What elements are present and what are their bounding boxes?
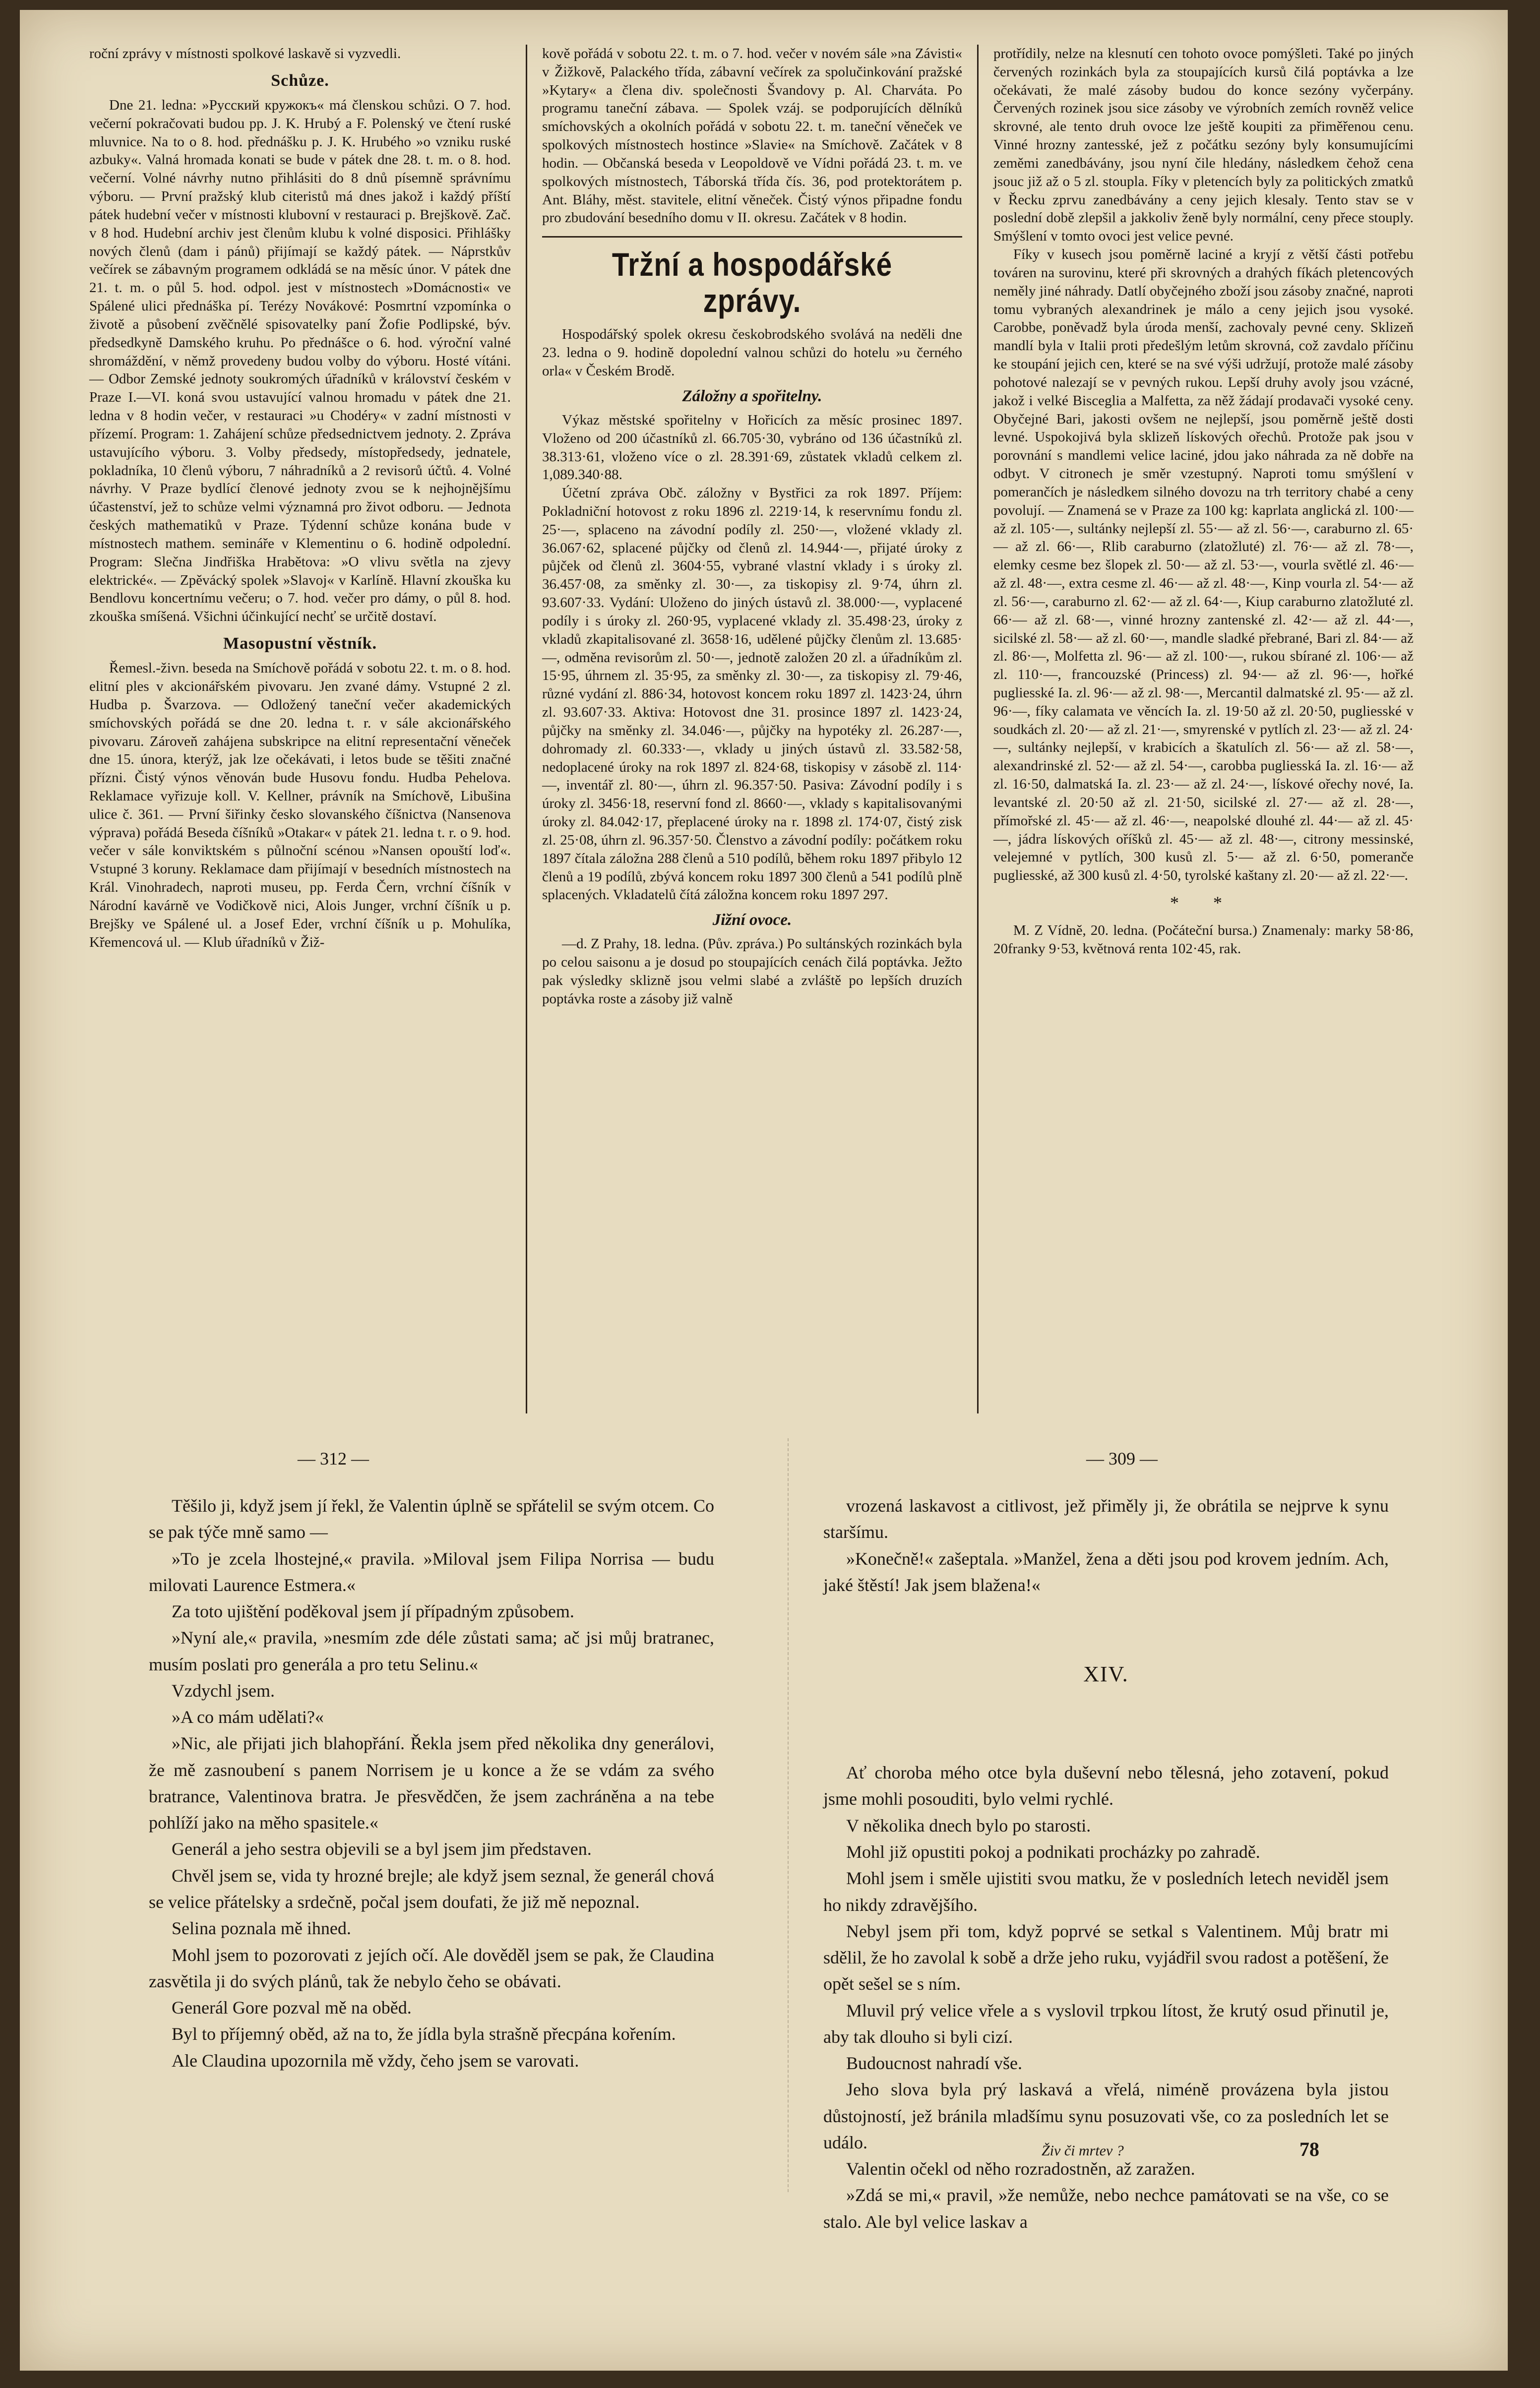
schuze-article: Dne 21. ledna: »Русский кружокъ« má členskou schůzi. O 7. hod. večerní pokračovati budou pp. J. K. Hrubý a F. Polenský ve čtení ruské mluvnice. Na to o 8. hod. přednášku p. J. K. Hrubého »o vzniku ruské azbuky«. Valná hromada konati se bude v pátek dne 28. t. m. o 8. hod. večerní. Volné návrhy nutno přihlásiti do 8 dnů písemně správnímu výboru. — První pražský klub citeristů má dnes jakož i každý příští pátek hudební večer v místnosti klubovní v restauraci p. Brejškově. Zač. v 8 hod. Hudební archiv jest členům klubu k volné disposici. Přihlášky nových členů (dam i pánů) přijímají se každý pátek. — Náprstkův večírek se zábavným programem odkládá se na měsíc únor. V pátek dne 21. t. m. o půl 5. hod. odpol. jest v místnostech »Domácnosti« ve Spálené ulici přednáška pí. Terézy Novákové: Posmrtní vzpomínka o životě a působení zvěčnělé spisovatelky paní Žofie Podlipské, býv. předsedkyně Damského kruhu. Po přednášce o 6. hod. výroční valné shromáždění, v němž provedeny budou volby do výboru. Hosté vítáni. — Odbor Zemské jednoty soukromých úřadníků v království českém v Praze I.—VI. koná svou ustavující valnou hromadu v pátek dne 21. ledna v 8 hodin večer, v restauraci »u Chodéry« v zadní místnosti v přízemí. Program: 1. Zahájení schůze předsednictvem jednoty. 2. Zpráva ustavujícího výboru. 3. Volby předsedy, místopředsedy, jednatele, pokladníka, 10 členů výboru, 7 náhradníků a 2 revisorů účtů. 4. Volné návrhy. V Praze bydlící členové jednoty zvou se k nejhojnějšímu účastenství, jež to schůze velmi významná pro život odboru. — Jednota českých mathematiků v Praze. Týdenní schůze konána bude v místnostech mathem. semináře v Klementinu o 6. hodině odpolední. Program: Slečna Jindřiška Hrabětova: »O vlivu světla na zjevy elektrické«. — Zpěvácký spolek »Slavoj« v Karlíně. Hlavní zkouška ku Bendlovu koncertnímu večeru; o 7. hod. večer pro dámy, o půl 8. hod. zkouška smíšená. Všichni účinkující nechť se určitě dostaví. bbox=[89, 97, 511, 625]
heading-masopust: Masopustní věstník. bbox=[223, 634, 377, 653]
heading-jizni-ovoce: Jižní ovoce. bbox=[712, 911, 792, 929]
book-paragraph: »A co mám udělati?« bbox=[172, 1707, 324, 1727]
separator-stars: * * bbox=[1170, 893, 1237, 913]
book-paragraph: Mohl jsem to pozorovati z jejích očí. Ale dověděl jsem se pak, že Claudina zasvětila ji do svých plánů, tak že nebylo čeho se obávati. bbox=[149, 1945, 714, 1991]
heading-schuze: Schůze. bbox=[271, 71, 329, 90]
viden-article: M. Z Vídně, 20. ledna. (Počáteční bursa.) Znamenaly: marky 58·86, 20franky 9·53, květnová renta 102·45, rak. bbox=[993, 922, 1414, 957]
book-paragraph: »Nyní ale,« pravila, »nesmím zde déle zůstati sama; ač jsi můj bratranec, musím poslati pro generála a pro tetu Selinu.« bbox=[149, 1628, 714, 1674]
book-paragraph: Byl to příjemný oběd, až na to, že jídla byla strašně přecpána kořením. bbox=[172, 2024, 676, 2044]
right-page-top bbox=[823, 1493, 1389, 1598]
chapter-number: XIV. bbox=[1083, 1662, 1129, 1687]
column-3 bbox=[977, 45, 1428, 1413]
book-paragraph: V několika dnech bylo po starosti. bbox=[846, 1815, 1091, 1836]
sheet-number: 78 bbox=[1299, 2138, 1319, 2160]
book-paragraph: Valentin očekl od něho rozradostněn, až zaražen. bbox=[846, 2159, 1195, 2179]
book-paragraph: Za toto ujištění poděkoval jsem jí případným způsobem. bbox=[172, 1601, 574, 1622]
left-page-number: — 312 — bbox=[298, 1449, 369, 1469]
book-paragraph: Nebyl jsem při tom, když poprvé se setkal s Valentinem. Můj bratr mi sdělil, že ho zavolal k sobě a drže jeho ruku, vyjádřil svou radost a potěšení, že opět sešel se s ním. bbox=[823, 1921, 1389, 1994]
horice-article: Výkaz městské spořitelny v Hořicích za měsíc prosinec 1897. Vloženo od 200 účastníků zl. 66.705·30, vybráno od 136 účastníků zl. 38.313·61, vloženo více o zl. 28.391·69, zůstatek vkladů celkem zl. 1,089.340·88. bbox=[542, 412, 962, 483]
book-paragraph: »To je zcela lhostejné,« pravila. »Miloval jsem Filipa Norrisa — budu milovati Laurence Estmera.« bbox=[149, 1548, 714, 1595]
heading-zalozny: Záložny a spořitelny. bbox=[682, 387, 822, 405]
book-paragraph: Ale Claudina upozornila mě vždy, čeho jsem se varovati. bbox=[172, 2050, 579, 2071]
book-paragraph: »Konečně!« zašeptala. »Manžel, žena a děti jsou pod krovem jedním. Ach, jaké štěstí! Jak jsem blažena!« bbox=[823, 1548, 1389, 1595]
signature-mark: Živ či mrtev ? bbox=[1042, 2143, 1124, 2159]
book-paragraph: Budoucnost nahradí vše. bbox=[846, 2053, 1022, 2074]
book-paragraph: Mluvil prý velice vřele a s vyslovil trpkou lítost, že krutý osud přinutil je, aby tak dlouho si byli cizí. bbox=[823, 2000, 1389, 2047]
book-paragraph: Ať choroba mého otce byla duševní nebo tělesná, jeho zotavení, pokud jsme mohli posouditi, bylo velmi rychlé. bbox=[823, 1763, 1389, 1809]
book-paragraph: »Nic, ale přijati jich blahopřání. Řekla jsem před několika dny generálovi, že mě zasnoubení s panem Norrisem je u konce a že se vdám za svého bratrance, Valentinova bratra. Je přesvědčen, že jsem zachráněna a na tebe pohlíží jako na měho spasitele.« bbox=[149, 1733, 714, 1833]
right-page-number: — 309 — bbox=[1086, 1449, 1158, 1469]
newspaper-columns bbox=[74, 45, 1468, 1413]
masopust-article: Řemesl.-živn. beseda na Smíchově pořádá v sobotu 22. t. m. o 8. hod. elitní ples v akcionářském pivovaru. Jen zvané dámy. Vstupné 2 zl. Hudba p. Švarzova. — Odložený taneční večer akademických smíchovských pořádá se dne 20. ledna t. r. v sále akcionářského pivovaru. Zároveň zahájena subskripce na elitní representační věneček dne 15. února, kterýž, jak lze očekávati, i letos bude se těšiti značné přízni. Čistý výnos věnován bude Husovu fondu. Hudba Pehelova. Reklamace vyřizuje koll. V. Kellner, právník na Smíchově, Libušina ulice č. 361. — První šiřinky česko slovanského číšnictva (Nansenova výprava) pořádá Beseda číšníků »Otakar« v pátek 21. ledna t. r. o 9. hod. večer v sále konviktském s půlnoční scénou »Nansen opouští loď«. Vstupné 3 koruny. Reklamace dam přijímají v besedních místnostech na Král. Vinohradech, naproti museu, pp. Ferda Čern, vrchní číšník v Národní kavárně ve Vodičkově nici, Alois Junger, vrchní číšník u p. Brejšky ve Spálené ul. a Josef Eder, vrchní číšník u p. Mohulíka, Křemencová ul. — Klub úřadníků v Žiž- bbox=[89, 660, 511, 950]
book-paragraph: Jeho slova byla prý laskavá a vřelá, niméně provázena byla jistou důstojností, jež bránila mladšímu synu posuzovati vše, co za posledních let se událo. bbox=[823, 2080, 1389, 2152]
page-footer bbox=[1042, 2138, 1540, 2160]
book-paragraph: Mohl již opustiti pokoj a podnikati procházky po zahradě. bbox=[846, 1841, 1260, 1862]
book-paragraph: Vzdychl jsem. bbox=[172, 1680, 275, 1701]
ovoce-continued: protřídily, nelze na klesnutí cen tohoto ovoce pomýšleti. Také po jiných červených rozinkách byla za stoupajících kursů čilá poptávka a lze očekávati, že malé zásoby budou do konce sezóny vyčerpány. Červených rozinek jsou sice zásoby ve výrobních zemích rovněž velice skrovné, ale tento druh ovoce lze ještě koupiti za přiměřenou cenu. Vinné hrozny zantesské, jež z počátku sezóny byly konsumujícími zeměmi zanedbávány, jsou nyní čile hledány, následkem čehož cena jsouc již až o 5 zl. stoupla. Fíky v pletencích byly za politických zmatků v Řecku zprvu zanedbávány a ceny jejich klesaly. Tento stav se v poslední době zlepšil a jakkoliv ženě byly normální, ceny přece stouply. Smýšlení v tomto ovoci jest velice pevné. bbox=[993, 46, 1414, 245]
heading-trzni-zpravy: Tržní a hospodářské zprávy. bbox=[612, 246, 893, 319]
fiky-article: Fíky v kusech jsou poměrně laciné a kryjí z větší části potřebu továren na surovinu, které při skrovných a drahých fíkách pletencových neměly jiné náhrady. Datlí obyčejného zboží jsou zásoby značné, naproti tomu vybraných alexandrinek je málo a ceny jejich jsou vysoké. Carobbe, poněvadž byla úroda menší, zachovaly pevné ceny. Sklizeň mandlí byla v Italii proti předešlým letům skrovná, což zavdalo příčinu ke stoupání jejich cen, které se na své výši udržují, protože malé zásoby pohotové nalezají se v pevných rukou. Lepší druhy avoly jsou vzácné, jakož i velké Bisceglia a Malfetta, za něž žádají prodavači vysoké ceny. Obyčejné Bari, jakosti ovšem ne nejlepší, jsou poměrně ještě dosti levné. Uspokojivá byla sklizeň lískových ořechů. Protože pak jsou v porovnání s mandlemi velice laciné, jdou jako náhrada za ně dobře na odbyt. V citronech je směr vzestupný. Naproti tomu smýšlení v pomerančích je následkem silného dovozu na trh territory chabé a ceny povolují. — Znamená se v Praze za 100 kg: kaprlata anglická zl. 100·— až zl. 105·—, sultánky nejlepší zl. 55·— až zl. 56·—, caraburno zl. 65·— až zl. 66·—, Rlib caraburno (zlatožluté) zl. 76·— až zl. 78·—, elemky cesme bez šlopek zl. 50·— až zl. 53·—, vourla světlé zl. 46·— až zl. 48·—, extra cesme zl. 46·— až zl. 48·—, Kinp vourla zl. 54·— až zl. 56·—, caraburno zl. 62·— až zl. 64·—, Kiup caraburno zlatožluté zl. 66·— až zl. 68·—, vinné hrozny zantenské zl. 42·— až zl. 44·—, sicilské zl. 58·— až zl. 60·—, mandle sladké přebrané, Bari zl. 84·— až zl. 86·—, Molfetta zl. 96·— až zl. 100·—, rukou sbírané zl. 106·— až zl. 110·—, francouzské (Princess) zl. 94·— až zl. 96·—, hořké pugliesské Ia. zl. 96·— až zl. 98·—, Mercantil dalmatské zl. 95·— až zl. 96·—, fíky calamata ve věncích Ia. zl. 19·50 až zl. 20·50, pugliesské v soudkách zl. 20·— až zl. 21·—, smyrenské v pytlích zl. 23·— až zl. 24·—, sultánky nejlepší, v krabicích a škatulích zl. 56·— až zl. 58·—, alexandrinské zl. 52·— až zl. 54·—, carobba pugliesská Ia. zl. 16·— až zl. 16·50, dalmatská Ia. zl. 23·— až zl. 24·—, lískové ořechy nové, Ia. levantské zl. 20·50 až zl. 21·50, sicilské zl. 27·— až zl. 28·—, přímořské zl. 45·— až zl. 46·—, neapolské dlouhé zl. 44·— až zl. 45·—, jádra lískových oříšků zl. 45·— až zl. 48·—, citrony messinské, velejemné v pytlích, 300 kusů zl. 5·— až zl. 6·50, pomeranče pugliesské, až 300 kusů zl. 4·50, tyrolské kaštany zl. 20·— až zl. 22·—. bbox=[993, 246, 1414, 884]
newspaper-sheet bbox=[20, 10, 1508, 2371]
book-paragraph: Generál a jeho sestra objevili se a byl jsem jim představen. bbox=[172, 1839, 592, 1859]
book-paragraph: »Zdá se mi,« pravil, »že nemůže, nebo nechce památovati se na vše, co se stalo. Ale byl velice laskav a bbox=[823, 2185, 1389, 2232]
book-page-left bbox=[149, 1493, 714, 2074]
section-divider bbox=[542, 236, 962, 238]
book-paragraph: Chvěl jsem se, vida ty hrozné brejle; ale když jsem seznal, že generál chová se velice přátelsky a srdečně, počal jsem doufati, že již mě nepoznal. bbox=[149, 1865, 714, 1912]
book-paragraph: Těšilo ji, když jsem jí řekl, že Valentin úplně se spřátelil se svým otcem. Co se pak týče mně samo — bbox=[149, 1496, 714, 1542]
bystrice-article: Účetní zpráva Obč. záložny v Bystřici za rok 1897. Příjem: Pokladniční hotovost z roku 1896 zl. 2219·14, k reservnímu fondu zl. 25·—, splaceno na závodní podíly zl. 250·—, vložené vklady zl. 36.067·62, splacené půjčky od členů zl. 14.944·—, přijaté úroky z půjček od členů zl. 3604·55, vybrané vlastní vklady i s úroky zl. 36.457·08, za směnky zl. 30·—, za tiskopisy zl. 9·74, úhrn zl. 93.607·33. Vydání: Uloženo do jiných ústavů zl. 38.000·—, vyplacené podíly i s úroky zl. 260·95, vyplacené vklady zl. 35.498·23, úroky z vkladů zkapitalisované zl. 3658·16, udělené půjčky členům zl. 13.685·—, odměna revisorům zl. 50·—, jednotě založen 20 zl. a úřadníkům zl. 15·95, úhrnem zl. 35·95, za směnky zl. 30·—, za tiskopisy zl. 79·46, různé vydání zl. 886·34, hotovost koncem roku 1897 zl. 1423·24, úhrn zl. 93.607·33. Aktiva: Hotovost dne 31. prosince 1897 zl. 1423·24, půjčky na směnky zl. 34.046·—, půjčky na hypotéky zl. 26.287·—, dohromady zl. 60.333·—, vklady u jiných ústavů zl. 33.582·58, nedoplacené úroky na rok 1897 zl. 824·68, tiskopisy v zásobě zl. 114·—, inventář zl. 80·—, úhrn zl. 96.357·50. Pasiva: Závodní podíly i s úroky zl. 3456·18, reservní fond zl. 8660·—, vklady s kapitalisovanými úroky zl. 84.042·17, přeplacené úroky na r. 1898 zl. 174·07, čistý zisk zl. 25·08, úhrn zl. 96.357·50. Členstvo a závodní podíly: počátkem roku 1897 čítala záložna 288 členů a 510 podílů, během roku 1897 přibylo 12 členů a 19 podílů, zbývá koncem roku 1897 300 členů a 541 podílů plně splacených. Vkladatelů čítá záložna koncem roku 1897 297. bbox=[542, 485, 962, 903]
fold-line bbox=[788, 1438, 789, 2192]
column-1 bbox=[74, 45, 526, 1413]
spolek-article: Hospodářský spolek okresu českobrodského svolává na neděli dne 23. ledna o 9. hodině dopolední valnou schůzi do hotelu »u černého orla« v Českém Brodě. bbox=[542, 326, 962, 379]
book-paragraph: vrozená laskavost a citlivost, jež přiměly ji, že obrátila se nejprve k synu staršímu. bbox=[823, 1496, 1389, 1542]
book-paragraph: Generál Gore pozval mě na oběd. bbox=[172, 1998, 412, 2018]
column-2 bbox=[526, 45, 977, 1413]
book-paragraph: Mohl jsem i směle ujistiti svou matku, že v posledních letech neviděl jsem ho nikdy zdravějšího. bbox=[823, 1868, 1389, 1915]
intro-text: roční zprávy v místnosti spolkové laskavě si vyzvedli. bbox=[89, 46, 401, 61]
book-paragraph: Selina poznala mě ihned. bbox=[172, 1918, 351, 1939]
right-page-body bbox=[823, 1760, 1389, 2235]
ovoce-article: —d. Z Prahy, 18. ledna. (Pův. zpráva.) Po sultánských rozinkách byla po celou saisonu a je dosud po stoupajících cenách čilá poptávka. Ježto pak výsledky sklizně jsou velmi slabé a zvláště po lepších druzích poptávka roste a zásoby již valně bbox=[542, 936, 962, 1007]
continued-article: kově pořádá v sobotu 22. t. m. o 7. hod. večer v novém sále »na Závisti« v Žižkově, Palackého třída, zábavní večírek za spolučinkování pražské »Kytary« a člena div. společnosti Švandovy p. Al. Charváta. Po programu taneční zábava. — Spolek vzáj. se podporujících dělníků smíchovských a okolních pořádá v sobotu 22. t. m. taneční věneček ve spolkových místnostech hostince »Slavie« na Smíchově. Začátek v 8 hodin. — Občanská beseda v Leopoldově ve Vídni pořádá 23. t. m. ve spolkových místnostech, Táborská třída čís. 36, pod protektorátem p. Ant. Bláhy, měst. stavitele, elitní věneček. Čistý výnos připadne fondu pro zbudování besedního domu v II. okresu. Začátek v 8 hodin. bbox=[542, 46, 962, 226]
book-page-right bbox=[823, 1493, 1389, 2235]
